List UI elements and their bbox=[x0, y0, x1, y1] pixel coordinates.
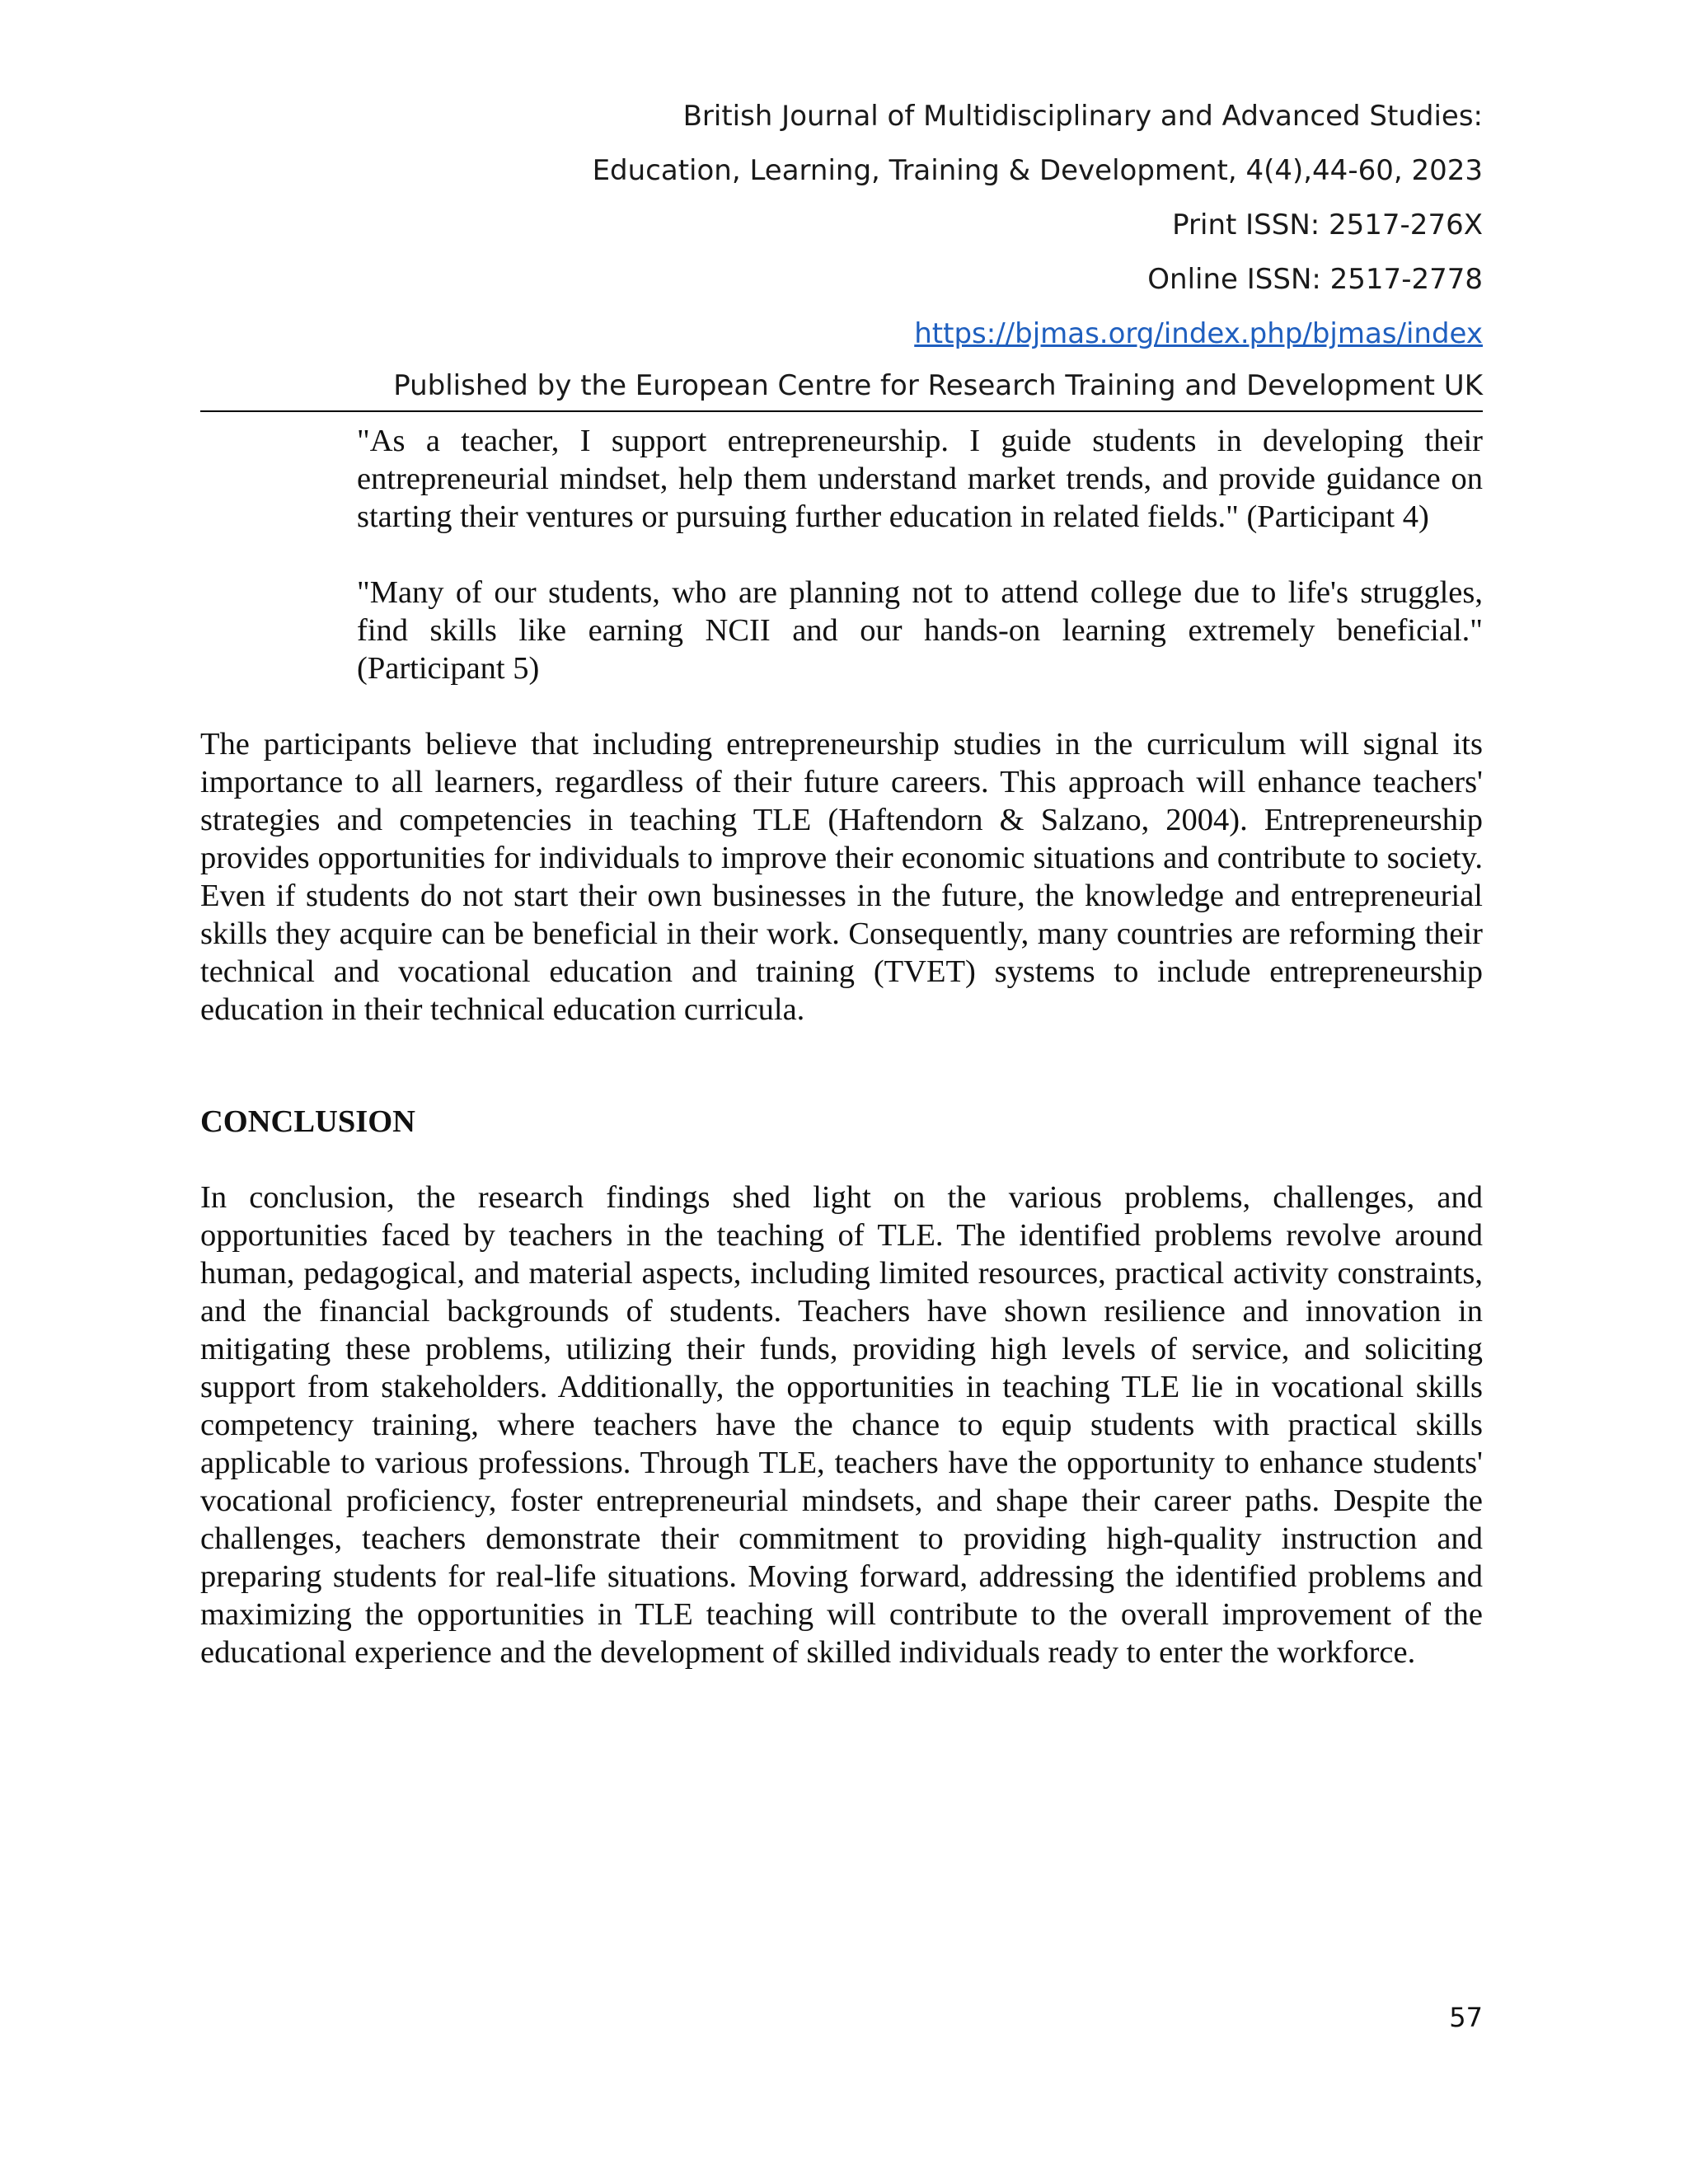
journal-subtitle: Education, Learning, Training & Development, 4(4),44-60, 2023 bbox=[592, 154, 1483, 187]
page-content bbox=[200, 422, 1483, 1671]
section-heading-conclusion: CONCLUSION bbox=[200, 1104, 415, 1139]
conclusion-paragraph: In conclusion, the research findings shed light on the various problems, challenges, and opportunities faced by teachers in the teaching of TLE. The identified problems revolve around human, pedagogical, and material aspects, including limited resources, practical activity constraints, and the financial backgrounds of students. Teachers have shown resilience and innovation in mitigating these problems, utilizing their funds, providing high levels of service, and soliciting support from stakeholders. Additionally, the opportunities in teaching TLE lie in vocational skills competency training, where teachers have the chance to equip students with practical skills applicable to various professions. Through TLE, teachers have the opportunity to enhance students' vocational proficiency, foster entrepreneurial mindsets, and shape their career paths. Despite the challenges, teachers demonstrate their commitment to providing high-quality instruction and preparing students for real-life situations. Moving forward, addressing the identified problems and maximizing the opportunities in TLE teaching will contribute to the overall improvement of the educational experience and the development of skilled individuals ready to enter the workforce. bbox=[200, 1180, 1483, 1670]
body-paragraph: The participants believe that including entrepreneurship studies in the curriculum will signal its importance to all learners, regardless of their future careers. This approach will enhance teachers' strategies and competencies in teaching TLE (Haftendorn & Salzano, 2004). Entrepreneurship provides opportunities for individuals to improve their economic situations and contribute to society. Even if students do not start their own businesses in the future, the knowledge and entrepreneurial skills they acquire can be beneficial in their work. Consequently, many countries are reforming their technical and vocational education and training (TVET) systems to include entrepreneurship education in their technical education curricula. bbox=[200, 727, 1483, 1027]
journal-url-link[interactable]: https://bjmas.org/index.php/bjmas/index bbox=[914, 317, 1483, 350]
journal-url-row bbox=[200, 307, 1483, 361]
journal-header bbox=[200, 89, 1483, 412]
journal-title: British Journal of Multidisciplinary and Advanced Studies: bbox=[682, 100, 1483, 133]
print-issn: Print ISSN: 2517-276X bbox=[1172, 209, 1483, 241]
participant-quote: "As a teacher, I support entrepreneurship. I guide students in developing their entrepreneurial mindset, help them understand market trends, and provide guidance on starting their ventures or pursuing further education in related fields." (Participant 4) bbox=[357, 424, 1483, 534]
participant-quote: "Many of our students, who are planning not to attend college due to life's struggles, find skills like earning NCII and our hands-on learning extremely beneficial." (Participant 5) bbox=[357, 575, 1483, 686]
publisher-line: Published by the European Centre for Research Training and Development UK bbox=[200, 361, 1483, 412]
page-number: 57 bbox=[1449, 2002, 1483, 2033]
online-issn: Online ISSN: 2517-2778 bbox=[1147, 263, 1483, 296]
